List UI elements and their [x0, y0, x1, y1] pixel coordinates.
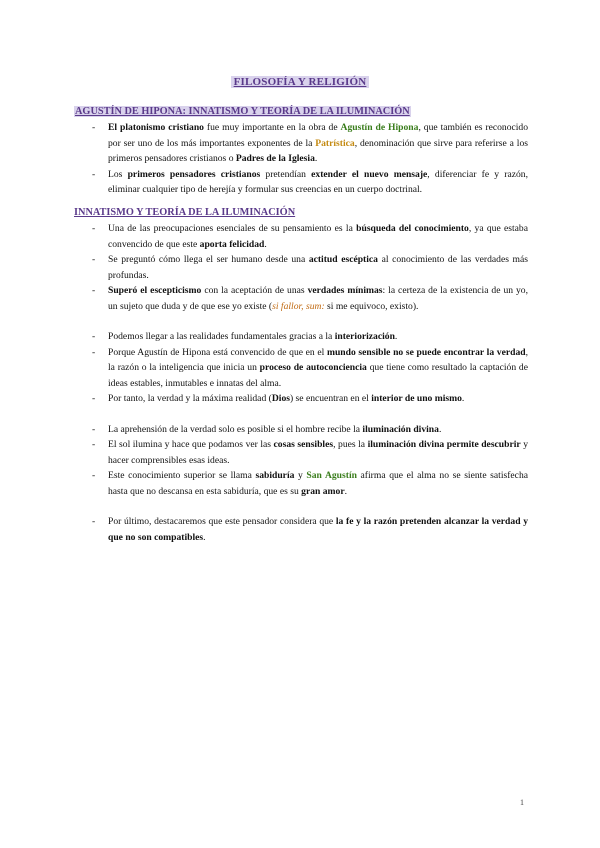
text-run: .	[461, 393, 465, 404]
text-run: .	[314, 153, 318, 164]
text-run: San Agustín	[306, 470, 357, 481]
text-run: y hacer comprensibles esas ideas.	[108, 439, 528, 466]
spacer	[92, 407, 528, 422]
list-dash: -	[92, 331, 96, 342]
list-item	[92, 221, 528, 252]
list-dash: -	[92, 470, 96, 481]
text-run: si fallor, sum:	[272, 300, 325, 312]
text-run: Agustín de Hipona	[340, 122, 419, 133]
text-run: pretendían	[260, 168, 312, 180]
list-item	[92, 345, 528, 392]
text-run: actitud escéptica	[308, 254, 378, 265]
spacer	[92, 314, 528, 329]
text-run: La aprehensión de la verdad solo es posible si el hombre recibe la	[108, 423, 363, 435]
text-run: , diferenciar fe y razón, eliminar cualquier tipo de herejía y formular sus creencias en un cuerpo doctrinal.	[108, 168, 528, 195]
text-run: cosas sensibles	[273, 439, 334, 450]
text-run: interior de uno mismo	[371, 393, 462, 404]
text-run: iluminación divina	[362, 423, 439, 435]
list-dash: -	[92, 393, 96, 404]
text-run: fue muy importante en la obra de	[203, 122, 341, 133]
list-item	[92, 437, 528, 468]
text-run: proceso de autoconciencia	[259, 362, 367, 373]
list-item	[92, 391, 528, 407]
list-item	[92, 422, 528, 438]
list-item	[92, 283, 528, 314]
list-dash: -	[92, 516, 96, 527]
text-run: .	[264, 238, 267, 250]
section-heading: AGUSTÍN DE HIPONA: INNATISMO Y TEORÍA DE LA ILUMINACIÓN	[75, 106, 410, 117]
list-item	[92, 167, 528, 198]
text-run: , la razón o la inteligencia que inicia un	[108, 346, 528, 373]
text-run: búsqueda del conocimiento	[356, 223, 469, 234]
text-run: la fe y la razón pretenden alcanzar la verdad y que no son compatibles	[108, 516, 529, 543]
text-run: El sol ilumina y hace que podamos ver las	[108, 439, 274, 450]
text-run: Podemos llegar a las realidades fundamentales gracias a la	[108, 331, 335, 342]
text-run: .	[394, 331, 398, 342]
text-run: , denominación que sirve para referirse a los primeros pensadores cristianos o	[108, 137, 528, 164]
text-run: Patrística	[315, 137, 355, 149]
list-item	[92, 252, 528, 283]
text-run: Por último, destacaremos que este pensador considera que	[108, 516, 336, 527]
text-run: aporta felicidad	[199, 238, 265, 250]
list-dash: -	[92, 285, 96, 296]
text-run: gran amor	[301, 485, 345, 497]
list-item	[92, 329, 528, 345]
text-run: verdades mínimas	[307, 285, 383, 296]
text-run: Dios	[271, 393, 290, 404]
list-dash: -	[92, 223, 96, 234]
text-run: El platonismo cristiano	[108, 122, 204, 133]
section1-list	[92, 120, 528, 198]
text-run: , que también es reconocido por ser uno de los más importantes exponentes de la	[108, 122, 529, 149]
list-item	[92, 120, 528, 167]
text-run: Porque Agustín de Hipona está convencido de que en el	[108, 346, 327, 358]
text-run: Por tanto, la verdad y la máxima realidad (	[108, 393, 272, 404]
text-run: si me equivoco, existo).	[324, 300, 419, 312]
text-run: Se preguntó cómo llega el ser humano desde una	[108, 254, 309, 265]
text-run: iluminación divina permite descubrir	[367, 439, 521, 450]
text-run: que tiene como resultado la captación de ideas estables, inmutables e innatas del alma.	[108, 362, 528, 389]
text-run: ) se encuentran en el	[289, 393, 372, 404]
text-run: al conocimiento de las verdades más profundas.	[108, 254, 528, 281]
text-run: mundo sensible no se puede encontrar la verdad	[326, 346, 526, 358]
section2-list	[92, 221, 528, 545]
text-run: y	[294, 470, 307, 481]
text-run: Superó el escepticismo	[108, 285, 202, 296]
section-heading: INNATISMO Y TEORÍA DE LA ILUMINACIÓN	[74, 207, 296, 218]
text-run: extender el nuevo mensaje	[311, 168, 428, 180]
text-run: interiorización	[334, 331, 395, 342]
text-run: afirma que el alma no se siente satisfecha hasta que no descansa en esta sabiduría, que es su	[108, 470, 528, 497]
list-item	[92, 468, 528, 499]
list-dash: -	[92, 122, 96, 133]
text-run: Una de las preocupaciones esenciales de su pensamiento es la	[108, 223, 357, 234]
list-item	[92, 514, 528, 545]
list-dash: -	[92, 346, 96, 358]
page-title: FILOSOFÍA Y RELIGIÓN	[0, 72, 600, 90]
list-dash: -	[92, 168, 96, 180]
text-run: .	[203, 531, 206, 543]
text-run: : la certeza de la existencia de un yo, un sujeto que duda y de que ese yo existe (	[108, 285, 529, 312]
text-run: con la aceptación de unas	[201, 285, 308, 296]
list-dash: -	[92, 439, 96, 450]
text-run: , pues la	[333, 439, 368, 450]
text-run: Padres de la Iglesia	[235, 153, 315, 164]
text-run: primeros pensadores cristianos	[127, 168, 261, 180]
text-run: sabiduría	[255, 470, 295, 481]
text-run: .	[344, 485, 347, 497]
page-number: 1	[520, 798, 524, 807]
list-dash: -	[92, 254, 96, 265]
list-dash: -	[92, 423, 96, 435]
text-run: Este conocimiento superior se llama	[108, 470, 256, 481]
spacer	[92, 499, 528, 514]
text-run: , ya que estaba convencido de que este	[108, 223, 528, 250]
text-run: Los	[108, 168, 128, 180]
text-run: .	[438, 423, 442, 435]
